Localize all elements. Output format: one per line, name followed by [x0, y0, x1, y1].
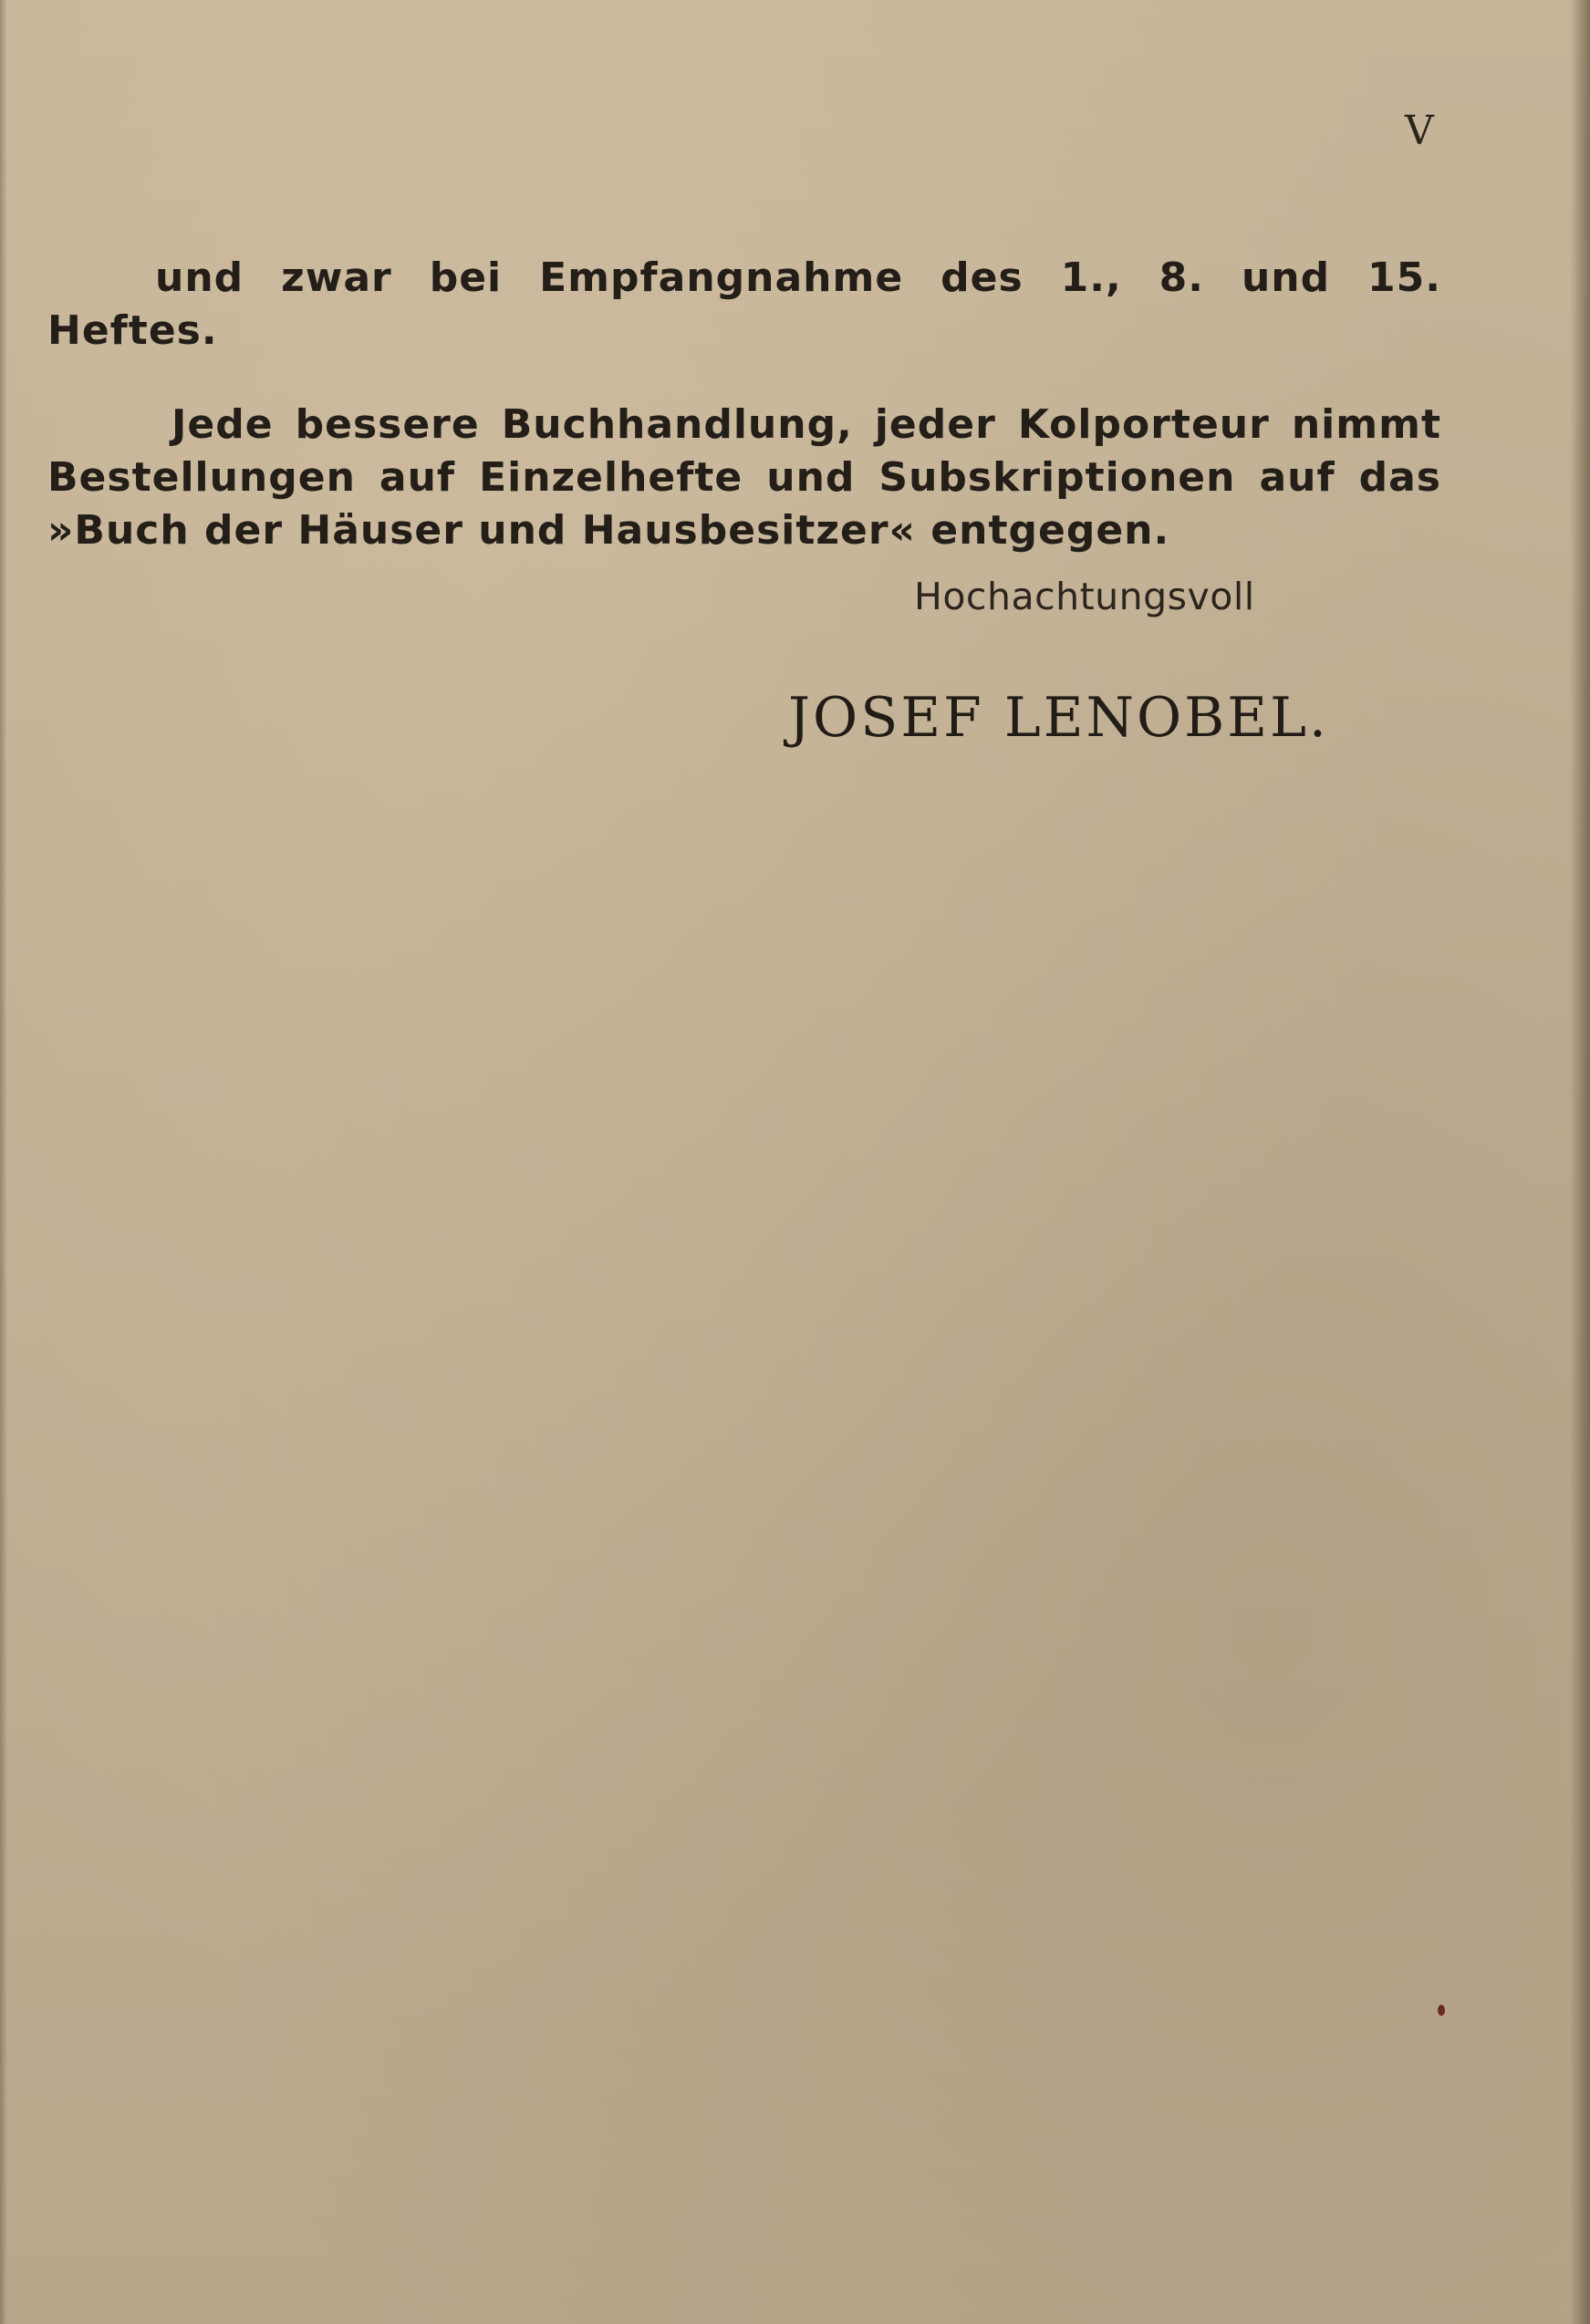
page-number: V	[1405, 108, 1434, 154]
page-left-edge-shadow	[0, 0, 7, 2324]
paragraph-1: und zwar bei Empfangnahme des 1., 8. und 15. Heftes.	[47, 254, 1441, 354]
page-right-edge-shadow	[1570, 0, 1590, 2324]
paper-stain	[1438, 2005, 1445, 2016]
closing-salutation: Hochachtungsvoll	[914, 575, 1255, 618]
paragraph-2: Jede bessere Buchhandlung, jeder Kolporteur nimmt Bestellungen auf Einzelhefte und Subskriptionen auf das »Buch der Häuser und Hausbesitzer« entgegen.	[47, 401, 1441, 554]
signature-name: JOSEF LENOBEL.	[788, 686, 1329, 750]
